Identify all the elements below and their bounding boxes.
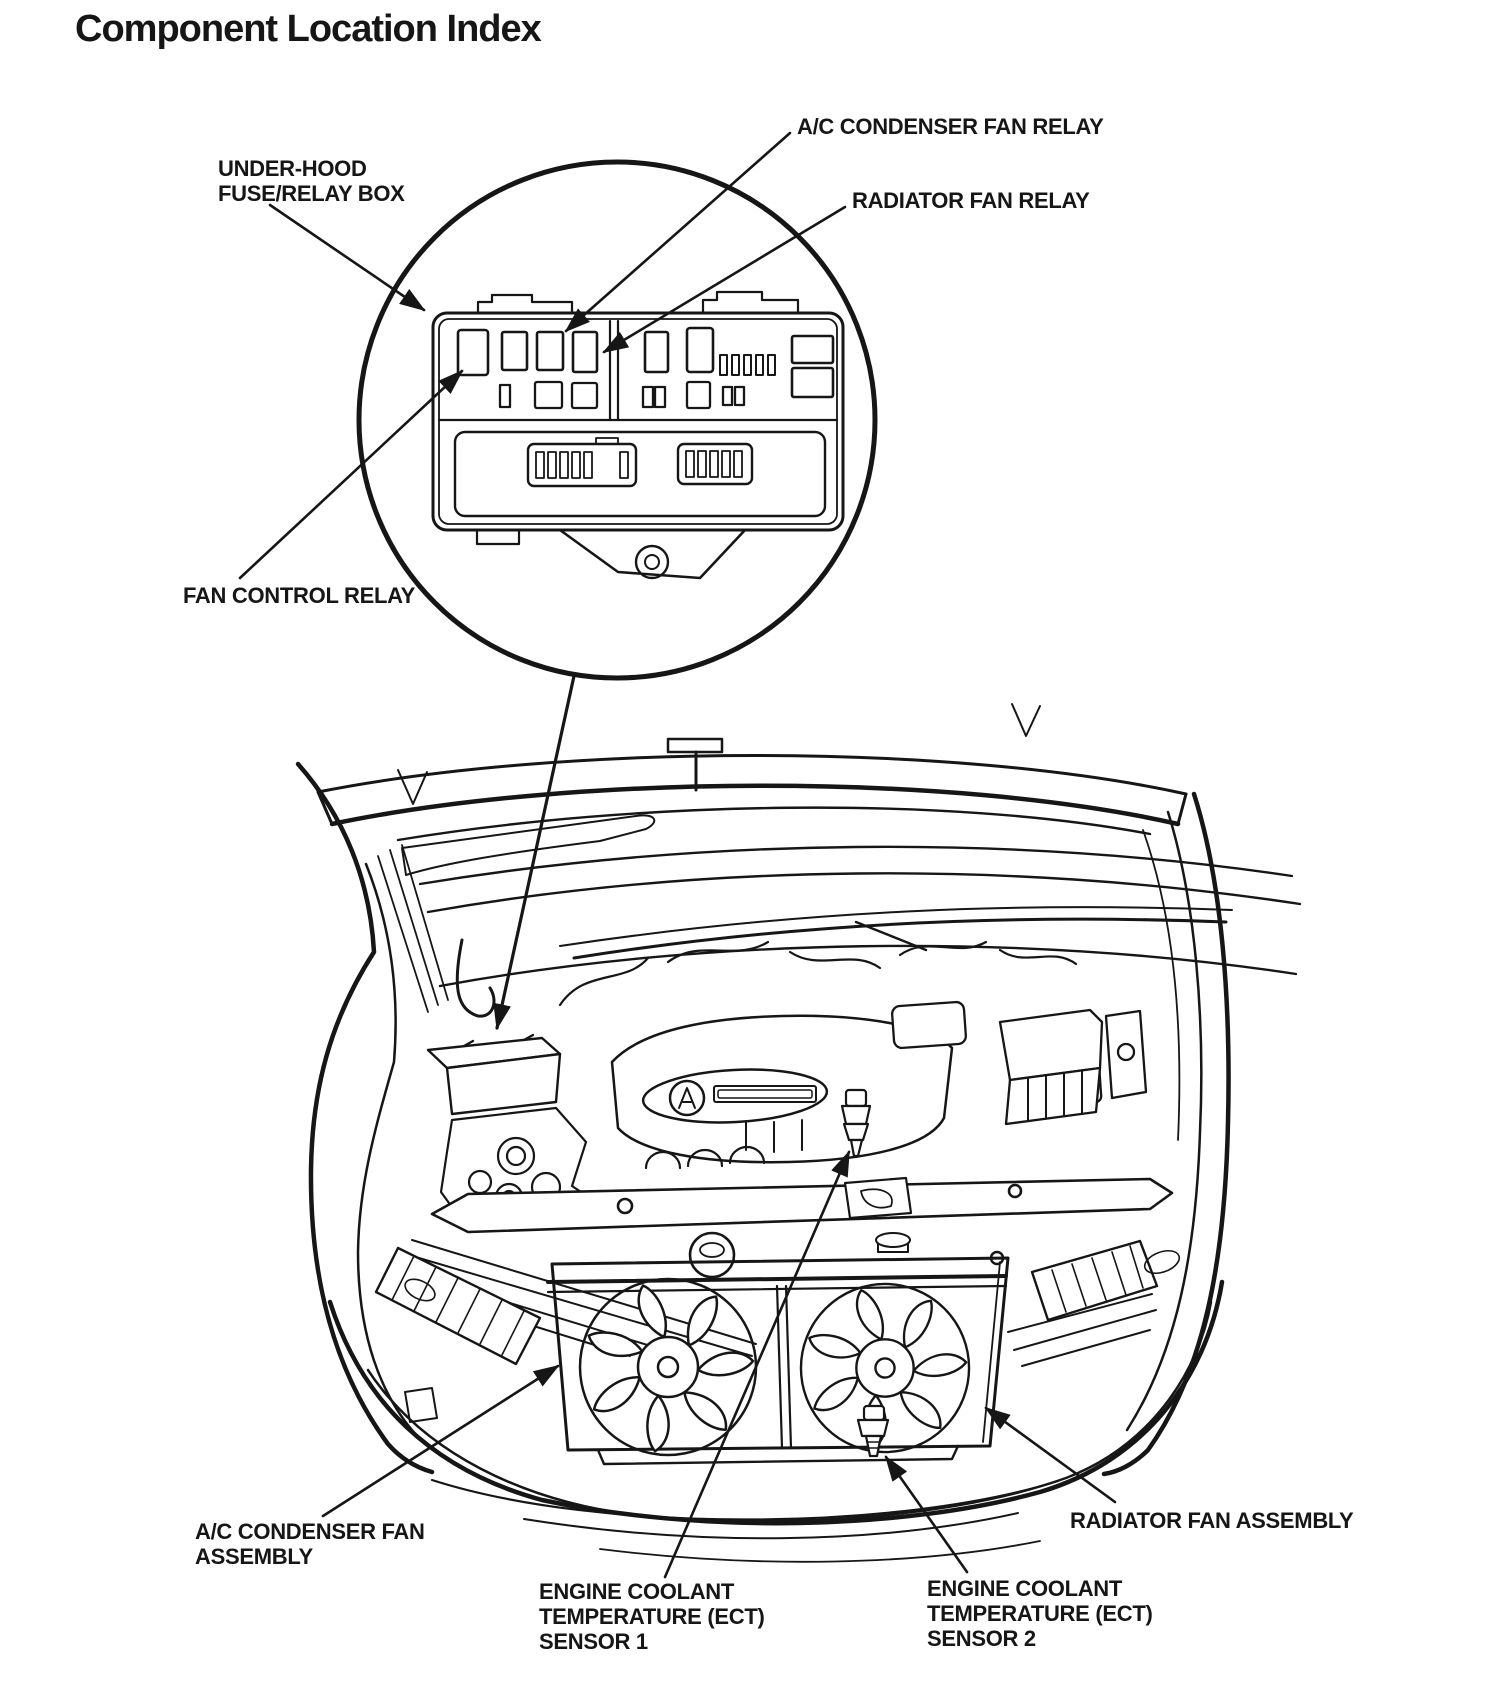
label-ect-sensor-2: ENGINE COOLANT TEMPERATURE (ECT) SENSOR 2 (927, 1576, 1153, 1651)
label-ac-condenser-fan-relay: A/C CONDENSER FAN RELAY (797, 114, 1104, 139)
hood-latch (668, 739, 722, 752)
engine-cover (560, 942, 1076, 1168)
label-ect-sensor-1: ENGINE COOLANT TEMPERATURE (ECT) SENSOR 1 (539, 1579, 765, 1654)
right-fender (1104, 794, 1229, 1474)
label-radiator-fan-assembly: RADIATOR FAN ASSEMBLY (1070, 1508, 1354, 1533)
leader-underhood-box (270, 205, 424, 310)
page-title: Component Location Index (75, 8, 541, 50)
open-hood (318, 704, 1186, 824)
leader-inset-to-bay (497, 676, 574, 1028)
label-underhood-fuse-relay-box: UNDER-HOOD FUSE/RELAY BOX (218, 156, 405, 206)
left-headlight (376, 1248, 540, 1364)
fuse-box-inset (359, 162, 875, 678)
underhood-fuse-box-in-bay (428, 1035, 560, 1114)
hood-mark-right (1012, 704, 1040, 736)
radiator-cap (690, 1233, 734, 1277)
label-radiator-fan-relay: RADIATOR FAN RELAY (852, 188, 1090, 213)
label-fan-control-relay: FAN CONTROL RELAY (183, 583, 416, 608)
label-ac-condenser-fan-assembly: A/C CONDENSER FAN ASSEMBLY (195, 1519, 425, 1569)
engine-bay-drawing (298, 704, 1300, 1562)
